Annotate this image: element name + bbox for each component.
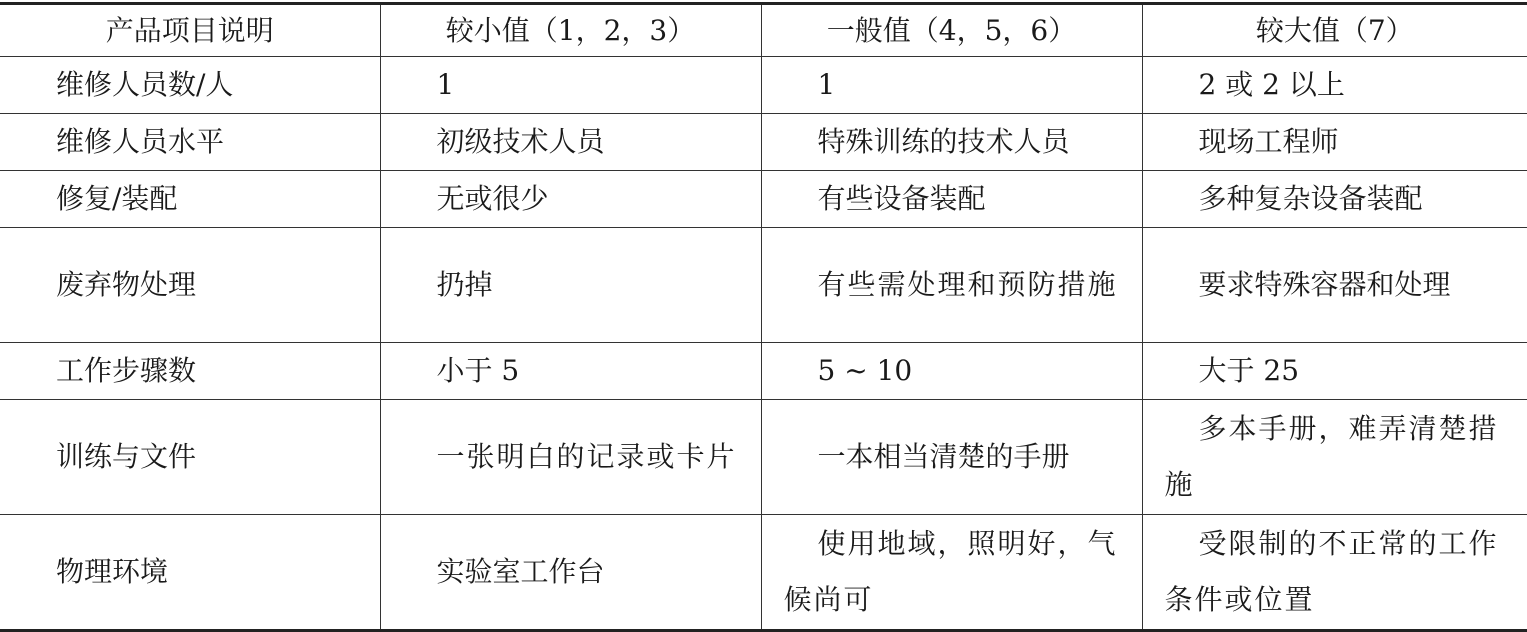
table-row — [0, 171, 1527, 228]
table-row — [0, 57, 1527, 114]
cell-medium: 特殊训练的技术人员 — [761, 114, 1142, 171]
header-item-description: 产品项目说明 — [0, 4, 380, 57]
row-label: 修复/装配 — [0, 171, 380, 228]
table-row — [0, 114, 1527, 171]
cell-low: 1 — [380, 57, 761, 114]
header-low-value: 较小值（1，2，3） — [380, 4, 761, 57]
table-row — [0, 228, 1527, 343]
table-header-row — [0, 4, 1527, 57]
row-label: 工作步骤数 — [0, 343, 380, 400]
cell-medium: 1 — [761, 57, 1142, 114]
row-label: 物理环境 — [0, 515, 380, 631]
cell-medium: 使用地域，照明好，气候尚可 — [761, 515, 1142, 631]
cell-low: 初级技术人员 — [380, 114, 761, 171]
row-label: 废弃物处理 — [0, 228, 380, 343]
row-label: 维修人员水平 — [0, 114, 380, 171]
cell-high: 现场工程师 — [1142, 114, 1527, 171]
cell-low: 无或很少 — [380, 171, 761, 228]
header-medium-value: 一般值（4，5，6） — [761, 4, 1142, 57]
table-row — [0, 343, 1527, 400]
header-high-value: 较大值（7） — [1142, 4, 1527, 57]
table-row — [0, 400, 1527, 515]
cell-high: 大于 25 — [1142, 343, 1527, 400]
cell-low: 扔掉 — [380, 228, 761, 343]
cell-high: 多种复杂设备装配 — [1142, 171, 1527, 228]
cell-medium: 一本相当清楚的手册 — [761, 400, 1142, 515]
cell-medium: 5 ~ 10 — [761, 343, 1142, 400]
cell-high: 2 或 2 以上 — [1142, 57, 1527, 114]
row-label: 维修人员数/人 — [0, 57, 380, 114]
cell-low: 小于 5 — [380, 343, 761, 400]
table-row — [0, 515, 1527, 631]
cell-high: 受限制的不正常的工作条件或位置 — [1142, 515, 1527, 631]
cell-medium: 有些设备装配 — [761, 171, 1142, 228]
cell-high: 多本手册，难弄清楚措施 — [1142, 400, 1527, 515]
row-label: 训练与文件 — [0, 400, 380, 515]
cell-low: 实验室工作台 — [380, 515, 761, 631]
cell-medium: 有些需处理和预防措施 — [761, 228, 1142, 343]
cell-low: 一张明白的记录或卡片 — [380, 400, 761, 515]
product-maintenance-table — [0, 2, 1527, 632]
cell-high: 要求特殊容器和处理 — [1142, 228, 1527, 343]
